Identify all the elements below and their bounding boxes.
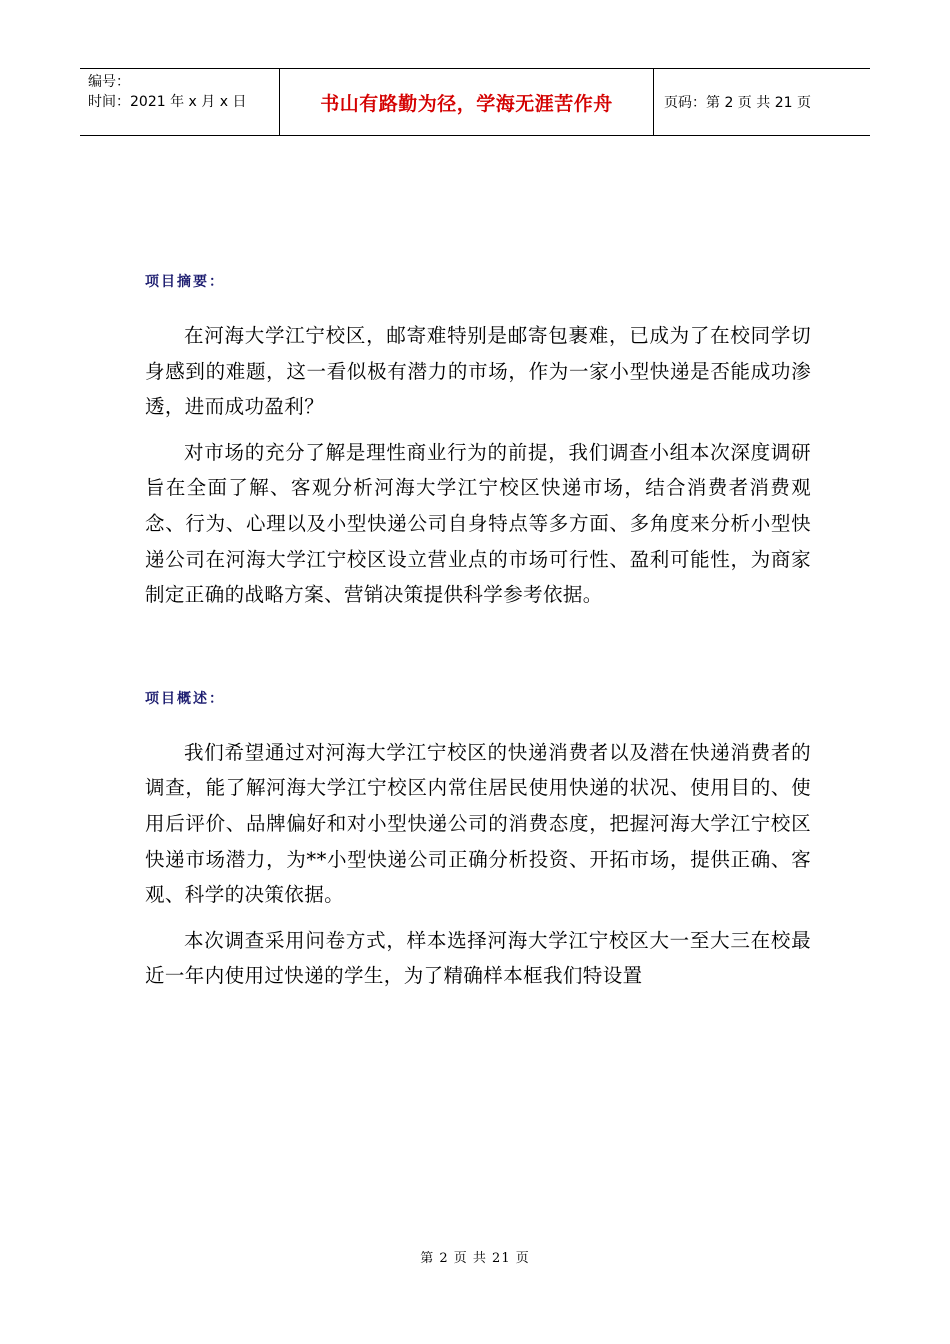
paragraph: 我们希望通过对河海大学江宁校区的快递消费者以及潜在快递消费者的调查，能了解河海大学江宁校区内常住居民使用快递的状况、使用目的、使用后评价、品牌偏好和对小型快递公司的消费态度，把握河海大学江宁校区快递市场潜力，为**小型快递公司正确分析投资、开拓市场，提供正确、客观、科学的决策依据。 — [145, 740, 811, 907]
header-motto-cell — [280, 69, 654, 135]
section-title-abstract: 项目摘要： — [145, 274, 225, 290]
paragraph: 对市场的充分了解是理性商业行为的前提，我们调查小组本次深度调研旨在全面了解、客观分析河海大学江宁校区快递市场，结合消费者消费观念、行为、心理以及小型快递公司自身特点等多方面、多角度来分析小型快递公司在河海大学江宁校区设立营业点的市场可行性、盈利可能性，为商家制定正确的战略方案、营销决策提供科学参考依据。 — [145, 440, 811, 607]
section-title-overview: 项目概述： — [145, 690, 225, 707]
motto-text: 书山有路勤为径，学海无涯苦作舟 — [320, 92, 613, 115]
header-page-cell — [654, 69, 870, 135]
header-table — [80, 68, 870, 136]
page-info: 页码：第 2 页 共 21 页 — [664, 95, 811, 111]
paragraph: 在河海大学江宁校区，邮寄难特别是邮寄包裹难，已成为了在校同学切身感到的难题，这一看似极有潜力的市场，作为一家小型快递是否能成功渗透，进而成功盈利？ — [145, 324, 811, 419]
page-footer — [0, 1247, 950, 1266]
paragraph: 本次调查采用问卷方式，样本选择河海大学江宁校区大一至大三在校最近一年内使用过快递的学生，为了精确样本框我们特设置 — [145, 928, 811, 988]
header-info-cell — [80, 69, 280, 135]
date-label: 时间：2021 年 x 月 x 日 — [88, 94, 247, 110]
footer-page-number: 第 2 页 共 21 页 — [420, 1251, 530, 1266]
document-body — [145, 268, 811, 994]
number-label: 编号： — [88, 74, 130, 90]
